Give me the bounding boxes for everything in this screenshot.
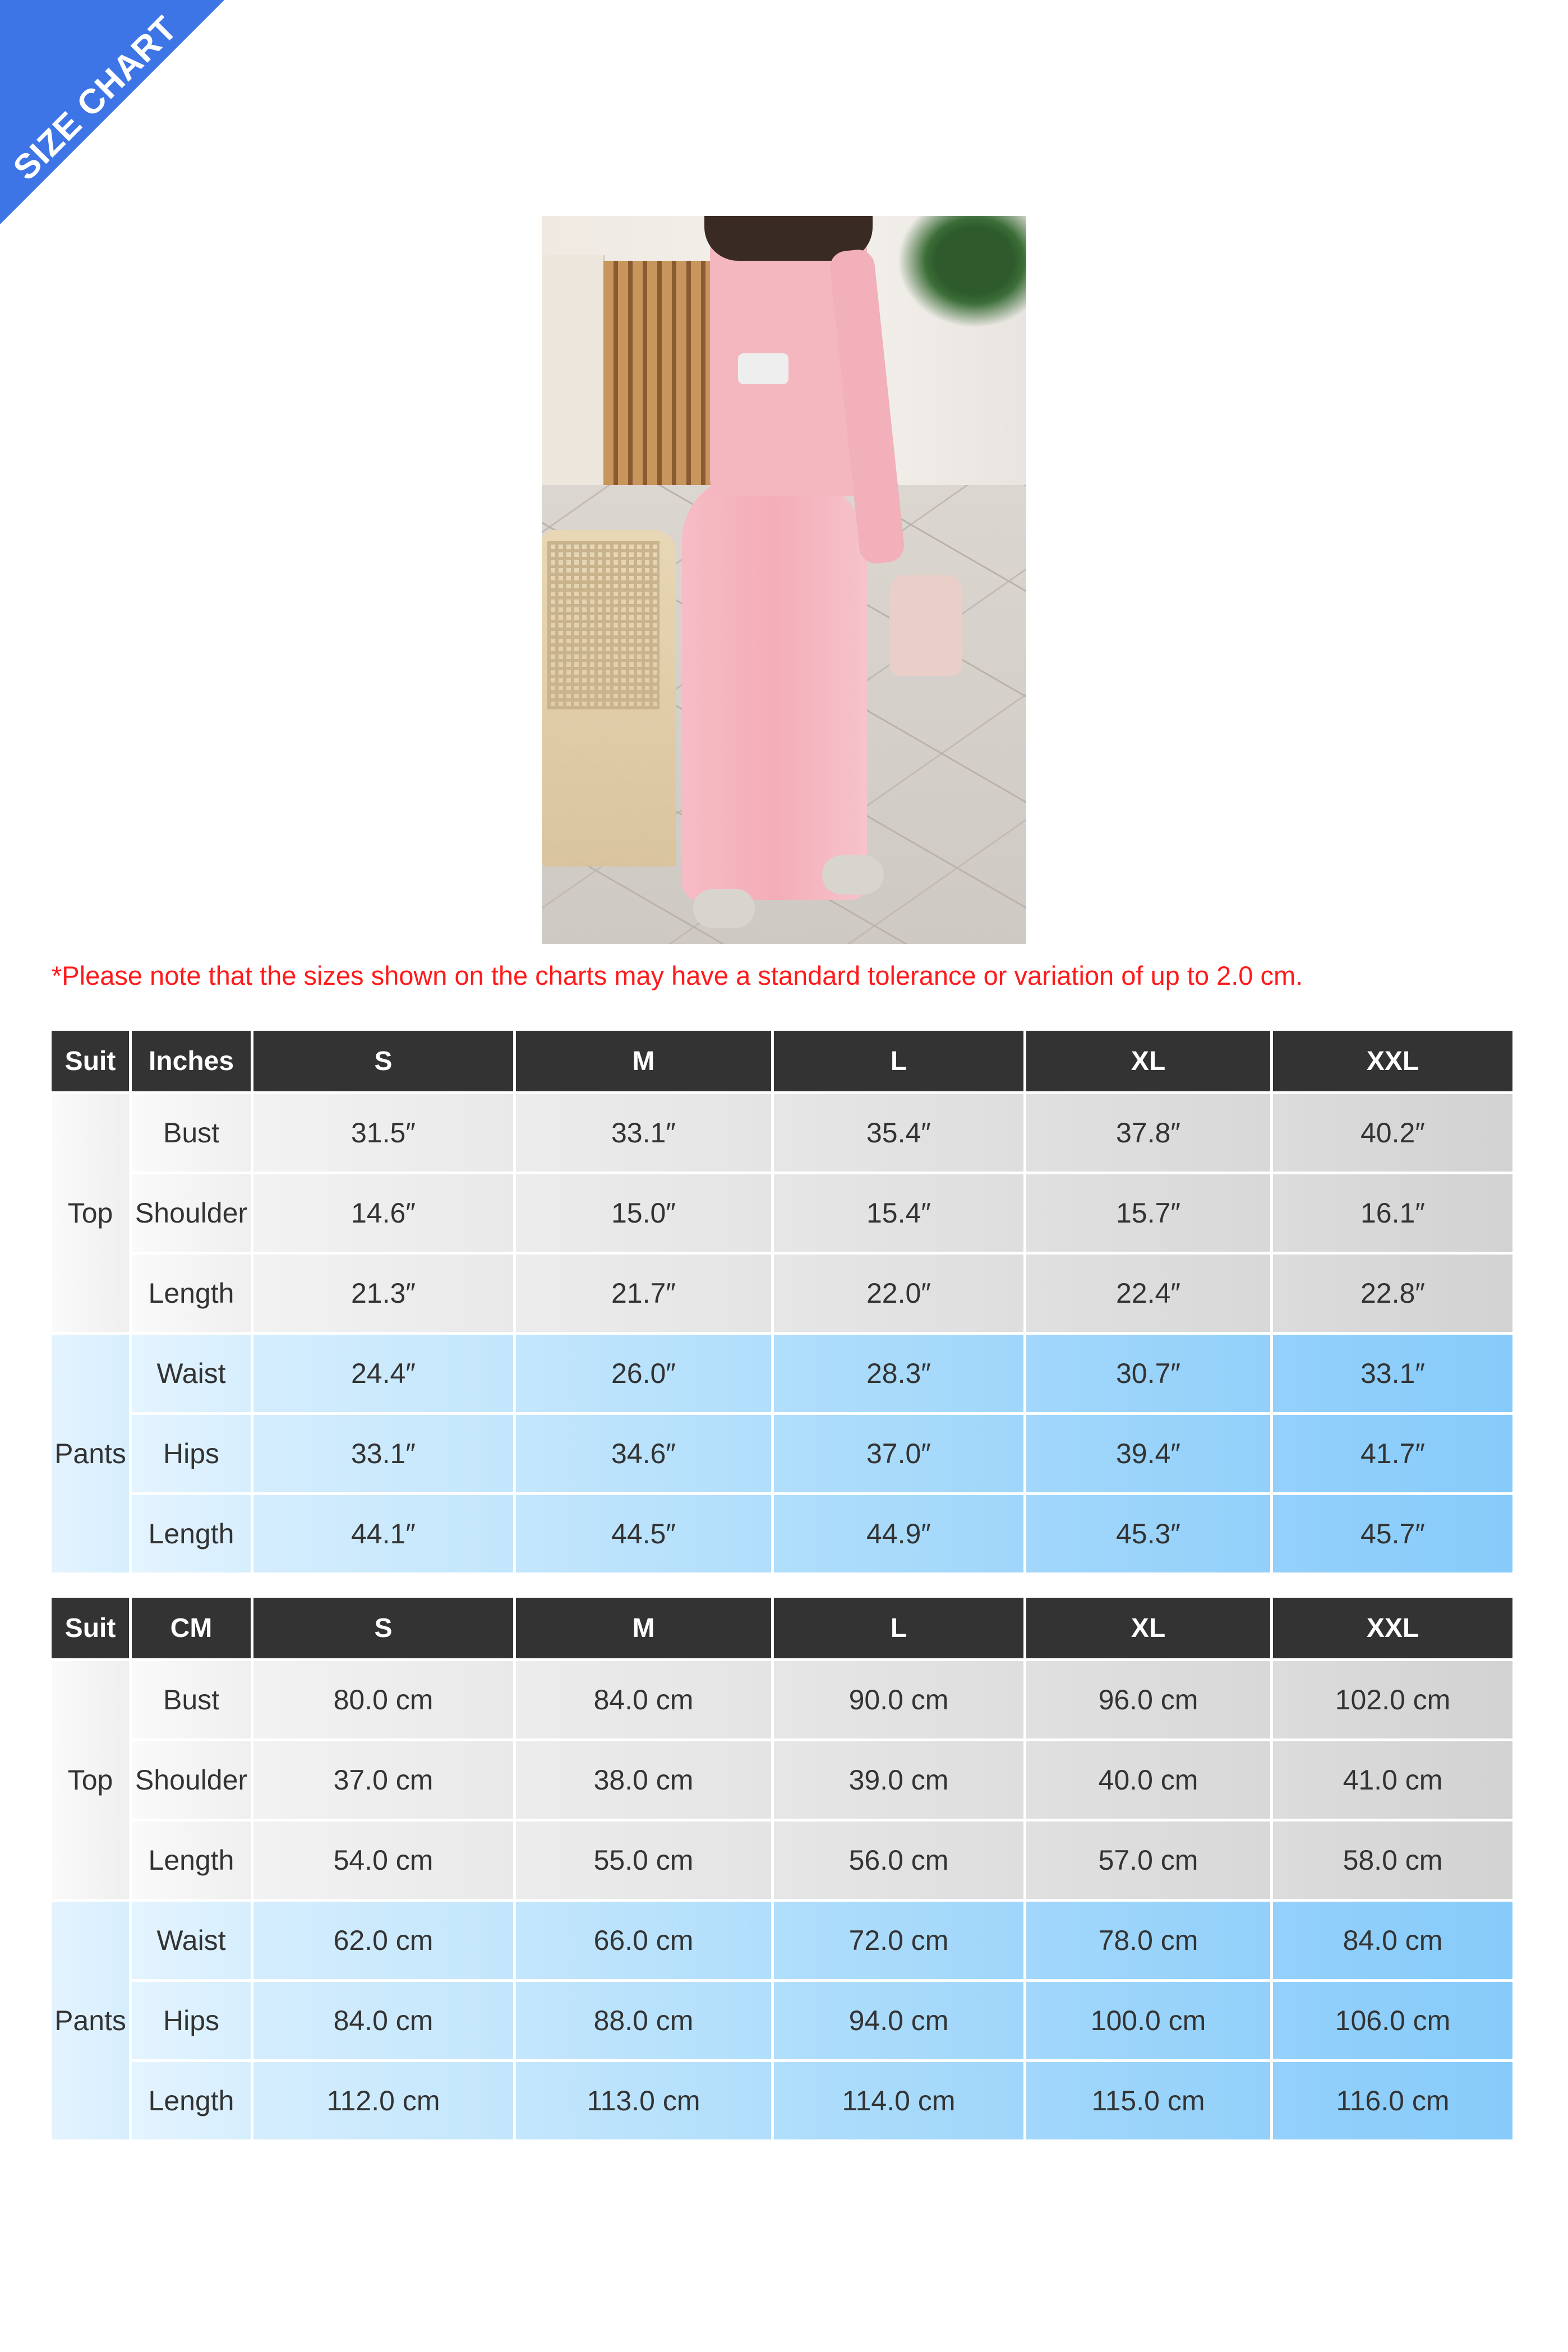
cell: 114.0 cm xyxy=(774,2062,1023,2139)
cell: 24.4″ xyxy=(253,1335,513,1412)
cell: 90.0 cm xyxy=(774,1661,1023,1738)
cell: 56.0 cm xyxy=(774,1821,1023,1899)
tolerance-note: *Please note that the sizes shown on the charts may have a standard tolerance or variation of up to 2.0 cm. xyxy=(52,961,1303,990)
table-row xyxy=(52,1741,1512,1819)
header-size-m: M xyxy=(516,1031,771,1091)
cell: 22.0″ xyxy=(774,1255,1023,1332)
row-label: Shoulder xyxy=(132,1174,251,1252)
row-label: Waist xyxy=(132,1335,251,1412)
group-top: Top xyxy=(52,1094,129,1332)
cell: 28.3″ xyxy=(774,1335,1023,1412)
table-row xyxy=(52,1821,1512,1899)
cell: 39.4″ xyxy=(1026,1415,1270,1492)
table-header-row xyxy=(52,1598,1512,1658)
cell: 38.0 cm xyxy=(516,1741,771,1819)
cell: 14.6″ xyxy=(253,1174,513,1252)
row-label: Hips xyxy=(132,1415,251,1492)
row-label: Length xyxy=(132,1821,251,1899)
product-photo xyxy=(542,216,1026,944)
table-row xyxy=(52,1982,1512,2059)
header-size-s: S xyxy=(253,1031,513,1091)
cell: 112.0 cm xyxy=(253,2062,513,2139)
table-row xyxy=(52,1174,1512,1252)
cell: 15.4″ xyxy=(774,1174,1023,1252)
cell: 80.0 cm xyxy=(253,1661,513,1738)
row-label: Length xyxy=(132,2062,251,2139)
cell: 39.0 cm xyxy=(774,1741,1023,1819)
row-label: Length xyxy=(132,1255,251,1332)
cell: 41.0 cm xyxy=(1273,1741,1512,1819)
cell: 106.0 cm xyxy=(1273,1982,1512,2059)
chair xyxy=(542,530,676,866)
header-size-l: L xyxy=(774,1031,1023,1091)
table-row xyxy=(52,2062,1512,2139)
cell: 94.0 cm xyxy=(774,1982,1023,2059)
cell: 45.3″ xyxy=(1026,1495,1270,1572)
row-label: Bust xyxy=(132,1661,251,1738)
size-chart-badge xyxy=(0,0,224,224)
cell: 100.0 cm xyxy=(1026,1982,1270,2059)
header-unit: CM xyxy=(132,1598,251,1658)
cell: 44.5″ xyxy=(516,1495,771,1572)
handbag xyxy=(889,575,962,676)
pants xyxy=(682,474,867,900)
badge-triangle xyxy=(0,0,224,224)
cell: 37.0″ xyxy=(774,1415,1023,1492)
cell: 21.7″ xyxy=(516,1255,771,1332)
group-pants: Pants xyxy=(52,1335,129,1572)
cell: 116.0 cm xyxy=(1273,2062,1512,2139)
row-label: Waist xyxy=(132,1902,251,1979)
cell: 33.1″ xyxy=(1273,1335,1512,1412)
row-label: Shoulder xyxy=(132,1741,251,1819)
cell: 35.4″ xyxy=(774,1094,1023,1172)
cell: 58.0 cm xyxy=(1273,1821,1512,1899)
cell: 84.0 cm xyxy=(516,1661,771,1738)
header-size-s: S xyxy=(253,1598,513,1658)
size-table-inches xyxy=(49,1028,1515,1575)
phone xyxy=(738,353,788,384)
cell: 72.0 cm xyxy=(774,1902,1023,1979)
cell: 34.6″ xyxy=(516,1415,771,1492)
cell: 37.8″ xyxy=(1026,1094,1270,1172)
cell: 15.0″ xyxy=(516,1174,771,1252)
cell: 26.0″ xyxy=(516,1335,771,1412)
group-top: Top xyxy=(52,1661,129,1899)
cell: 44.9″ xyxy=(774,1495,1023,1572)
cell: 84.0 cm xyxy=(1273,1902,1512,1979)
header-unit: Inches xyxy=(132,1031,251,1091)
row-label: Length xyxy=(132,1495,251,1572)
cell: 84.0 cm xyxy=(253,1982,513,2059)
cell: 33.1″ xyxy=(516,1094,771,1172)
header-size-xl: XL xyxy=(1026,1031,1270,1091)
header-suit: Suit xyxy=(52,1598,129,1658)
cell: 41.7″ xyxy=(1273,1415,1512,1492)
table-row xyxy=(52,1094,1512,1172)
cell: 96.0 cm xyxy=(1026,1661,1270,1738)
table-row xyxy=(52,1415,1512,1492)
cell: 54.0 cm xyxy=(253,1821,513,1899)
badge-label: SIZE CHART xyxy=(6,9,185,188)
table-row xyxy=(52,1495,1512,1572)
table-row xyxy=(52,1335,1512,1412)
cell: 44.1″ xyxy=(253,1495,513,1572)
cell: 15.7″ xyxy=(1026,1174,1270,1252)
cell: 22.4″ xyxy=(1026,1255,1270,1332)
size-table-cm xyxy=(49,1595,1515,2142)
cell: 102.0 cm xyxy=(1273,1661,1512,1738)
header-suit: Suit xyxy=(52,1031,129,1091)
cell: 55.0 cm xyxy=(516,1821,771,1899)
cell: 40.2″ xyxy=(1273,1094,1512,1172)
table-row xyxy=(52,1902,1512,1979)
cell: 21.3″ xyxy=(253,1255,513,1332)
header-size-m: M xyxy=(516,1598,771,1658)
group-pants: Pants xyxy=(52,1902,129,2139)
table-row xyxy=(52,1661,1512,1738)
cell: 22.8″ xyxy=(1273,1255,1512,1332)
header-size-xxl: XXL xyxy=(1273,1031,1512,1091)
cell: 16.1″ xyxy=(1273,1174,1512,1252)
row-label: Hips xyxy=(132,1982,251,2059)
cell: 78.0 cm xyxy=(1026,1902,1270,1979)
cell: 40.0 cm xyxy=(1026,1741,1270,1819)
header-size-xxl: XXL xyxy=(1273,1598,1512,1658)
header-size-xl: XL xyxy=(1026,1598,1270,1658)
cell: 33.1″ xyxy=(253,1415,513,1492)
cell: 37.0 cm xyxy=(253,1741,513,1819)
cell: 57.0 cm xyxy=(1026,1821,1270,1899)
cell: 113.0 cm xyxy=(516,2062,771,2139)
header-size-l: L xyxy=(774,1598,1023,1658)
table-header-row xyxy=(52,1031,1512,1091)
cell: 31.5″ xyxy=(253,1094,513,1172)
table-row xyxy=(52,1255,1512,1332)
cell: 66.0 cm xyxy=(516,1902,771,1979)
cell: 115.0 cm xyxy=(1026,2062,1270,2139)
cell: 88.0 cm xyxy=(516,1982,771,2059)
row-label: Bust xyxy=(132,1094,251,1172)
cell: 30.7″ xyxy=(1026,1335,1270,1412)
cell: 62.0 cm xyxy=(253,1902,513,1979)
cell: 45.7″ xyxy=(1273,1495,1512,1572)
